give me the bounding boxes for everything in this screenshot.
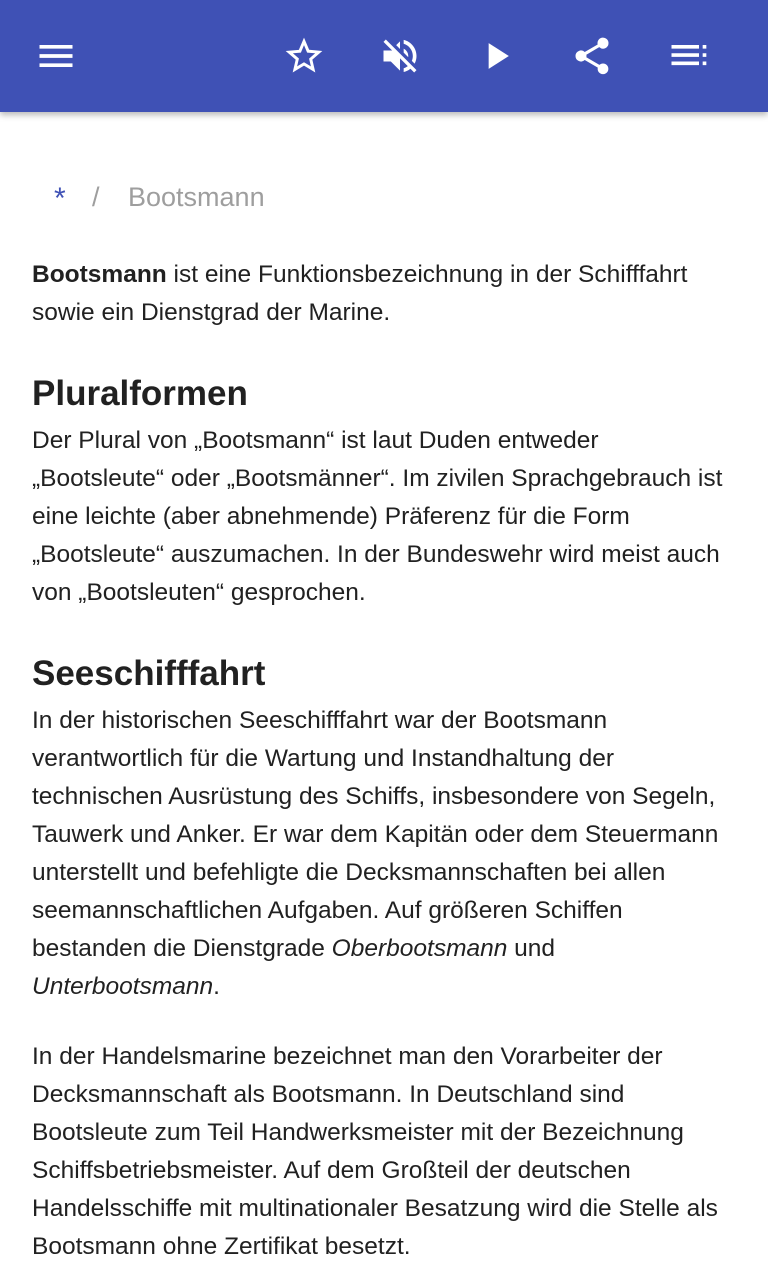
favorite-button[interactable]: [280, 32, 328, 80]
play-button[interactable]: [472, 32, 520, 80]
breadcrumb-separator: /: [92, 182, 100, 212]
section-heading-seeschifffahrt: Seeschifffahrt: [32, 654, 266, 693]
intro-paragraph: [32, 256, 736, 332]
conjunction: und: [507, 935, 556, 962]
menu-button[interactable]: [32, 32, 80, 80]
seeschifffahrt-text: In der historischen Seeschifffahrt war der Bootsmann verantwortlich für die Wartung und Instandhaltung der technischen Ausrüstung des Schiffs, insbesondere von Segeln, Tauwerk und Anker. Er war dem Kapitän oder dem Steuermann unterstellt und befehligte die Decksmannschaften bei allen seemannschaftlichen Aufgaben. Auf größeren Schiffen bestanden die Dienstgrade: [32, 707, 719, 962]
share-icon: [570, 34, 614, 78]
section-heading-pluralformen: Pluralformen: [32, 374, 248, 413]
intro-term: Bootsmann: [32, 261, 167, 288]
app-bar: [0, 0, 768, 112]
section-paragraph-handelsmarine: In der Handelsmarine bezeichnet man den Vorarbeiter der Decksmannschaft als Bootsmann. In Deutschland sind Bootsleute zum Teil Handwerksmeister mit der Bezeichnung Schiffsbetriebsmeister. Auf dem Großteil der deutschen Handelsschiffe mit multinationaler Besatzung wird die Stelle als Bootsmann ohne Zertifikat besetzt.: [32, 1043, 718, 1260]
play-icon: [474, 34, 518, 78]
playlist-icon: [666, 34, 710, 78]
share-button[interactable]: [568, 32, 616, 80]
breadcrumb-home-link[interactable]: *: [54, 182, 66, 215]
volume-off-icon: [378, 34, 422, 78]
sentence-end: .: [213, 973, 220, 1000]
rank-oberbootsmann: Oberbootsmann: [331, 935, 508, 962]
section-paragraph-pluralformen: Der Plural von „Bootsmann“ ist laut Duden entweder „Bootsleute“ oder „Bootsmänner“. Im zivilen Sprachgebrauch ist eine leichte (aber abnehmende) Präferenz für die Form „Bootsleute“ auszumachen. In der Bundeswehr wird meist auch von „Bootsleuten“ gesprochen.: [32, 427, 723, 606]
menu-icon: [34, 34, 78, 78]
star-icon: [282, 34, 326, 78]
rank-unterbootsmann: Unterbootsmann: [32, 973, 214, 1000]
breadcrumb-current: Bootsmann: [128, 182, 265, 212]
mute-button[interactable]: [376, 32, 424, 80]
playlist-button[interactable]: [664, 32, 712, 80]
section-paragraph-seeschifffahrt: [32, 702, 736, 1006]
intro-text: ist eine Funktionsbezeichnung in der Schifffahrt sowie ein Dienstgrad der Marine.: [32, 261, 688, 326]
